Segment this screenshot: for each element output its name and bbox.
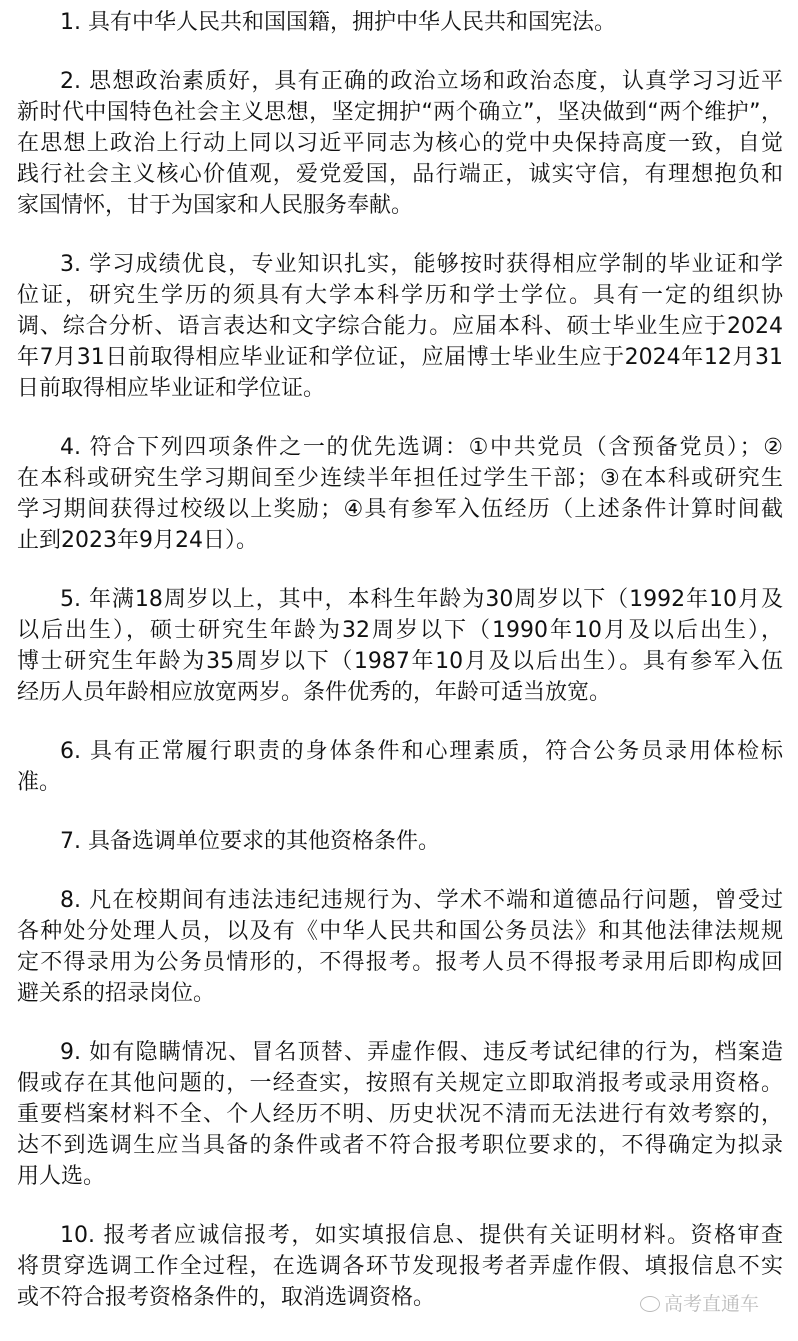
text-line: 或不符合报考资格条件的，取消选调资格。 <box>17 1285 436 1310</box>
text-line: 各种处分处理人员，以及有《中华人民共和国公务员法》和其他法律法规规 <box>17 919 783 944</box>
paragraph-6 <box>17 736 783 798</box>
text-line: 1. 具有中华人民共和国国籍，拥护中华人民共和国宪法。 <box>60 10 616 35</box>
text-line: 在本科或研究生学习期间至少连续半年担任过学生干部；③在本科或研究生 <box>17 466 783 491</box>
text-line: 重要档案材料不全、个人经历不明、历史状况不清而无法进行有效考察的， <box>17 1102 783 1127</box>
text-line: 日前取得相应毕业证和学位证。 <box>17 376 326 401</box>
document-body <box>17 7 783 1341</box>
text-line: 新时代中国特色社会主义思想，坚定拥护“两个确立”，坚决做到“两个维护”， <box>17 100 783 125</box>
paragraph-5 <box>17 584 783 708</box>
watermark <box>640 1292 759 1316</box>
paragraph-4 <box>17 432 783 556</box>
text-line: 避关系的招录岗位。 <box>17 981 216 1006</box>
text-line: 准。 <box>17 770 62 795</box>
text-line: 达不到选调生应当具备的条件或者不符合报考职位要求的，不得确定为拟录 <box>17 1133 783 1158</box>
wechat-icon <box>640 1296 660 1312</box>
text-line: 年7月31日前取得相应毕业证和学位证，应届博士毕业生应于2024年12月31 <box>17 345 783 370</box>
text-line: 5. 年满18周岁以上，其中，本科生年龄为30周岁以下（1992年10月及 <box>60 587 783 612</box>
text-line: 以后出生），硕士研究生年龄为32周岁以下（1990年10月及以后出生）， <box>17 618 783 643</box>
text-line: 用人选。 <box>17 1164 106 1189</box>
text-line: 10. 报考者应诚信报考，如实填报信息、提供有关证明材料。资格审查 <box>60 1223 783 1248</box>
paragraph-7 <box>17 826 783 857</box>
watermark-text: 高考直通车 <box>664 1293 760 1315</box>
text-line: 博士研究生年龄为35周岁以下（1987年10月及以后出生）。具有参军入伍 <box>17 649 783 674</box>
text-line: 3. 学习成绩优良，专业知识扎实，能够按时获得相应学制的毕业证和学 <box>60 252 783 277</box>
text-line: 4. 符合下列四项条件之一的优先选调：①中共党员（含预备党员）；② <box>60 435 783 460</box>
text-line: 将贯穿选调工作全过程，在选调各环节发现报考者弄虚作假、填报信息不实 <box>17 1254 783 1279</box>
text-line: 学习期间获得过校级以上奖励；④具有参军入伍经历（上述条件计算时间截 <box>17 497 783 522</box>
text-line: 践行社会主义核心价值观，爱党爱国，品行端正，诚实守信，有理想抱负和 <box>17 162 783 187</box>
text-line: 定不得录用为公务员情形的，不得报考。报考人员不得报考录用后即构成回 <box>17 950 783 975</box>
text-line: 6. 具有正常履行职责的身体条件和心理素质，符合公务员录用体检标 <box>60 739 783 764</box>
text-line: 位证，研究生学历的须具有大学本科学历和学士学位。具有一定的组织协 <box>17 283 783 308</box>
text-line: 家国情怀，甘于为国家和人民服务奉献。 <box>17 193 414 218</box>
text-line: 经历人员年龄相应放宽两岁。条件优秀的，年龄可适当放宽。 <box>17 680 612 705</box>
text-line: 7. 具备选调单位要求的其他资格条件。 <box>60 829 440 854</box>
paragraph-8 <box>17 885 783 1009</box>
text-line: 调、综合分析、语言表达和文字综合能力。应届本科、硕士毕业生应于2024 <box>17 314 783 339</box>
text-line: 8. 凡在校期间有违法违纪违规行为、学术不端和道德品行问题，曾受过 <box>60 888 783 913</box>
text-line: 止到2023年9月24日）。 <box>17 528 258 553</box>
text-line: 9. 如有隐瞒情况、冒名顶替、弄虚作假、违反考试纪律的行为，档案造 <box>60 1040 783 1065</box>
paragraph-3 <box>17 249 783 404</box>
paragraph-1 <box>17 7 783 38</box>
paragraph-9 <box>17 1037 783 1192</box>
text-line: 在思想上政治上行动上同以习近平同志为核心的党中央保持高度一致，自觉 <box>17 131 783 156</box>
text-line: 2. 思想政治素质好，具有正确的政治立场和政治态度，认真学习习近平 <box>60 69 783 94</box>
paragraph-2 <box>17 66 783 221</box>
text-line: 假或存在其他问题的，一经查实，按照有关规定立即取消报考或录用资格。 <box>17 1071 783 1096</box>
